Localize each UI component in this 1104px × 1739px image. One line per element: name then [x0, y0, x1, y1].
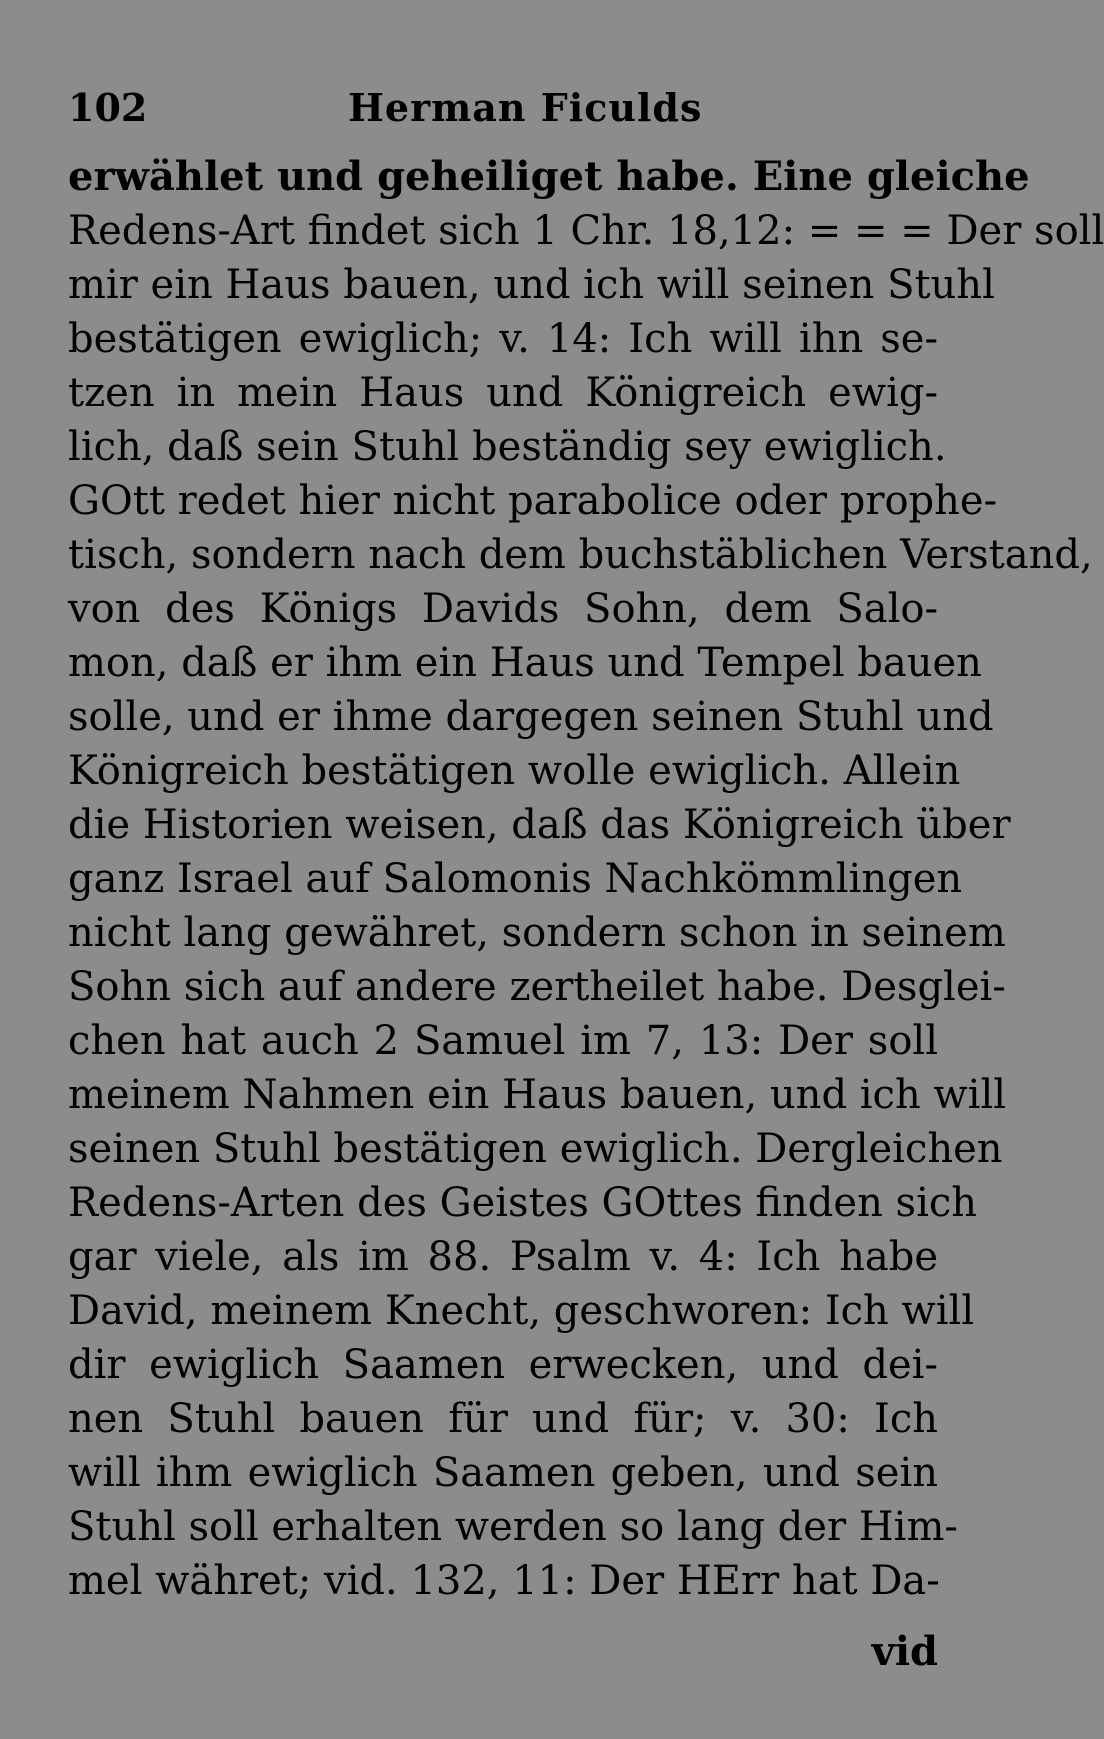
text-line: dir ewiglich Saamen erwecken, und dei- — [68, 1342, 938, 1388]
text-line: lich, daß sein Stuhl beständig sey ewiglich. — [68, 424, 947, 470]
text-line: solle, und er ihme dargegen seinen Stuhl und — [68, 694, 994, 740]
body-text — [68, 150, 1104, 1608]
text-line: bestätigen ewiglich; v. 14: Ich will ihn se- — [68, 316, 938, 362]
text-line: chen hat auch 2 Samuel im 7, 13: Der soll — [68, 1018, 938, 1064]
text-line: die Historien weisen, daß das Königreich über — [68, 802, 1011, 848]
text-line: ganz Israel auf Salomonis Nachkömmlingen — [68, 856, 963, 902]
text-line: tzen in mein Haus und Königreich ewig- — [68, 370, 938, 416]
text-line: GOtt redet hier nicht parabolice oder prophe- — [68, 478, 998, 524]
text-line: tisch, sondern nach dem buchstäblichen Verstand, — [68, 532, 1093, 578]
text-line: Königreich bestätigen wolle ewiglich. Allein — [68, 748, 961, 794]
page-number: 102 — [68, 85, 148, 130]
running-head — [68, 78, 938, 138]
text-line: mir ein Haus bauen, und ich will seinen Stuhl — [68, 262, 995, 308]
catchword: vid — [871, 1628, 938, 1675]
running-head-title: Herman Ficulds — [348, 85, 703, 130]
text-line: David, meinem Knecht, geschworen: Ich will — [68, 1288, 975, 1334]
text-line: Sohn sich auf andere zertheilet habe. Desglei- — [68, 964, 1006, 1010]
text-line: will ihm ewiglich Saamen geben, und sein — [68, 1450, 938, 1496]
text-line: mon, daß er ihm ein Haus und Tempel bauen — [68, 640, 982, 686]
text-line: nen Stuhl bauen für und für; v. 30: Ich — [68, 1396, 938, 1442]
text-line: von des Königs Davids Sohn, dem Salo- — [68, 586, 938, 632]
text-line: seinen Stuhl bestätigen ewiglich. Dergleichen — [68, 1126, 1003, 1172]
text-line: gar viele, als im 88. Psalm v. 4: Ich habe — [68, 1234, 938, 1280]
text-line: erwählet und geheiliget habe. Eine gleiche — [68, 153, 1030, 200]
text-line: nicht lang gewähret, sondern schon in seinem — [68, 910, 1006, 956]
text-line: Redens-Arten des Geistes GOttes finden sich — [68, 1180, 978, 1226]
text-line: Redens-Art findet sich 1 Chr. 18,12: = = = Der soll — [68, 208, 1104, 254]
text-line: Stuhl soll erhalten werden so lang der Him- — [68, 1504, 958, 1550]
text-line: mel währet; vid. 132, 11: Der HErr hat Da- — [68, 1558, 940, 1604]
text-line: meinem Nahmen ein Haus bauen, und ich will — [68, 1072, 1007, 1118]
